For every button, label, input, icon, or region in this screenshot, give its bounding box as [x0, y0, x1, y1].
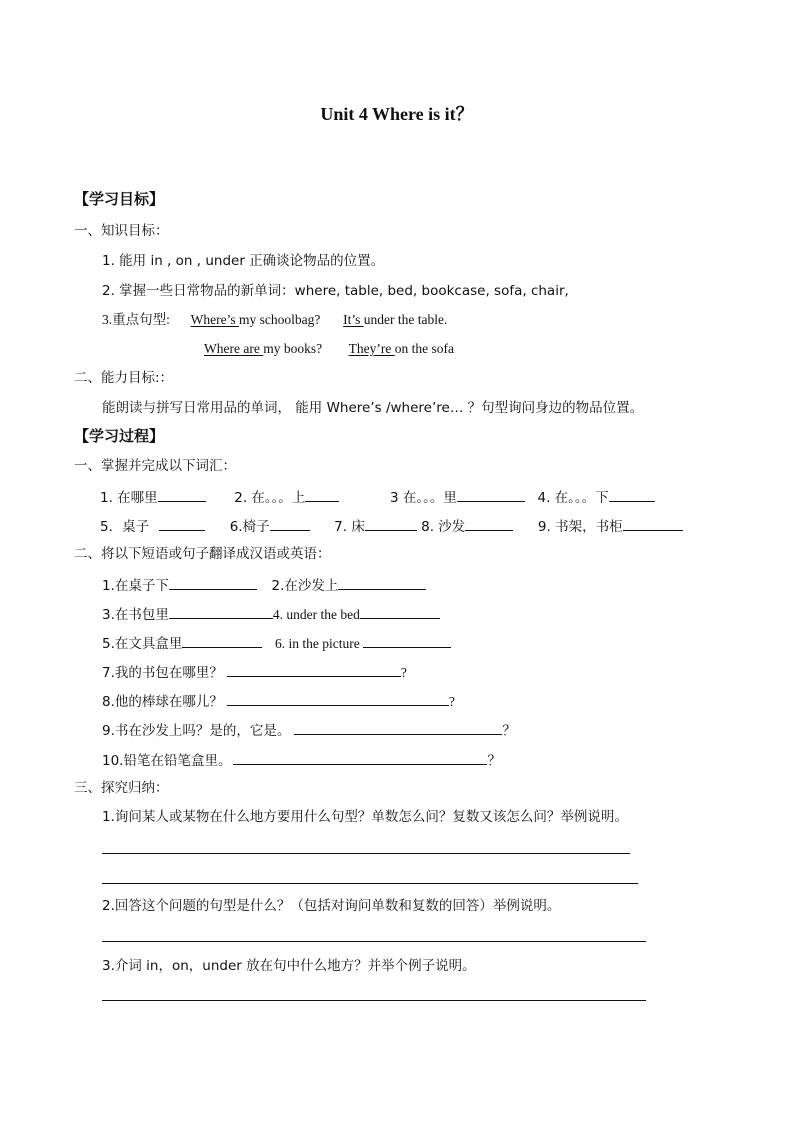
answer-blank[interactable]	[233, 750, 487, 765]
vocab-item: 2. 在。。。上	[234, 490, 306, 506]
explore-question-1: 1.询问某人或某物在什么地方要用什么句型？单数怎么问？复数又该怎么问？举例说明。	[102, 809, 628, 825]
translation-item: 5.在文具盒里	[102, 636, 183, 652]
key-sentence-row-1	[102, 311, 447, 329]
answer-blank[interactable]	[360, 604, 440, 619]
answer-blank[interactable]	[294, 720, 502, 735]
answer-blank[interactable]	[169, 575, 257, 590]
key-question-1-rest: my schoolbag?	[239, 312, 321, 327]
translation-row-3	[102, 633, 451, 653]
knowledge-item-2: 2. 掌握一些日常物品的新单词：where, table, bed, bookcase, sofa, chair,	[102, 283, 569, 299]
end-punct: ?	[448, 694, 455, 709]
section-heading-process: 【学习过程】	[74, 427, 165, 445]
translation-row-4	[102, 662, 407, 682]
end-punct: ？	[502, 723, 516, 739]
translation-item: 4. under the bed	[272, 607, 360, 622]
key-question-2: Where are	[204, 341, 264, 356]
vocab-row-1	[100, 487, 655, 507]
answer-blank[interactable]	[227, 662, 401, 677]
translation-item: 9.书在沙发上吗？是的，它是。	[102, 723, 291, 739]
vocab-item: 8. 沙发	[421, 519, 466, 535]
answer-line[interactable]	[102, 941, 646, 942]
translation-item: 8.他的棒球在哪儿？	[102, 694, 223, 710]
answer-blank[interactable]	[609, 487, 655, 502]
answer-blank[interactable]	[365, 516, 417, 531]
knowledge-goal-label: 一、知识目标：	[74, 223, 169, 239]
answer-blank[interactable]	[270, 516, 310, 531]
translation-row-6	[102, 720, 516, 740]
translation-part-label: 二、将以下短语或句子翻译成汉语或英语：	[74, 546, 331, 562]
answer-blank[interactable]	[182, 633, 262, 648]
translation-item: 10.铅笔在铅笔盒里。	[102, 753, 232, 769]
answer-blank[interactable]	[363, 633, 451, 648]
answer-blank[interactable]	[623, 516, 683, 531]
vocab-item: 6.椅子	[229, 519, 270, 535]
answer-line[interactable]	[102, 1000, 646, 1001]
key-answer-2: They’re	[348, 341, 395, 356]
answer-blank[interactable]	[169, 604, 273, 619]
vocab-item: 3 在。。。里	[390, 490, 457, 506]
vocab-item: 5．桌子	[100, 519, 150, 535]
ability-goal-text: 能朗读与拼写日常用品的单词， 能用 Where’s /where’re… ？句型询问身边的物品位置。	[102, 400, 644, 416]
vocab-row-2	[100, 516, 683, 536]
vocab-part-label: 一、掌握并完成以下词汇：	[74, 458, 236, 474]
answer-blank[interactable]	[305, 487, 339, 502]
answer-blank[interactable]	[457, 487, 525, 502]
key-sentence-row-2	[204, 340, 454, 358]
vocab-item: 4. 在。。。下	[537, 490, 609, 506]
answer-blank[interactable]	[227, 691, 449, 706]
end-punct: ?	[400, 665, 407, 680]
translation-item: 1.在桌子下	[102, 578, 169, 594]
translation-item: 7.我的书包在哪里？	[102, 665, 223, 681]
end-punct: ？	[487, 753, 501, 769]
key-question-2-rest: my books?	[263, 341, 323, 356]
explore-question-3: 3.介词 in，on，under 放在句中什么地方？并举个例子说明。	[102, 958, 476, 974]
key-question-1: Where’s	[190, 312, 239, 327]
answer-line[interactable]	[102, 853, 630, 854]
translation-item: 2.在沙发上	[271, 578, 339, 594]
explore-part-label: 三、探究归纳：	[74, 780, 169, 796]
page-title: Unit 4 Where is it？	[320, 104, 474, 124]
translation-row-2	[102, 604, 440, 624]
key-answer-2-rest: on the sofa	[394, 341, 454, 356]
answer-blank[interactable]	[338, 575, 426, 590]
answer-blank[interactable]	[159, 516, 205, 531]
translation-row-7	[102, 750, 501, 770]
vocab-item: 1. 在哪里	[100, 490, 158, 506]
vocab-item: 7. 床	[334, 519, 365, 535]
vocab-item: 9. 书架，书柜	[537, 519, 623, 535]
answer-line[interactable]	[102, 883, 638, 884]
ability-goal-label: 二、能力目标:：	[74, 370, 174, 386]
explore-question-2: 2.回答这个问题的句型是什么？（包括对询问单数和复数的回答）举例说明。	[102, 898, 561, 914]
answer-blank[interactable]	[465, 516, 513, 531]
translation-item: 3.在书包里	[102, 607, 169, 623]
key-answer-1-rest: under the table.	[363, 312, 448, 327]
answer-blank[interactable]	[158, 487, 206, 502]
key-sentence-label: 3.重点句型:	[102, 312, 170, 327]
translation-row-1	[102, 575, 426, 595]
knowledge-item-1: 1. 能用 in , on , under 正确谈论物品的位置。	[102, 253, 385, 269]
key-answer-1: It’s	[343, 312, 364, 327]
section-heading-goals: 【学习目标】	[74, 190, 165, 208]
translation-item: 6. in the picture	[274, 636, 360, 651]
translation-row-5	[102, 691, 455, 711]
